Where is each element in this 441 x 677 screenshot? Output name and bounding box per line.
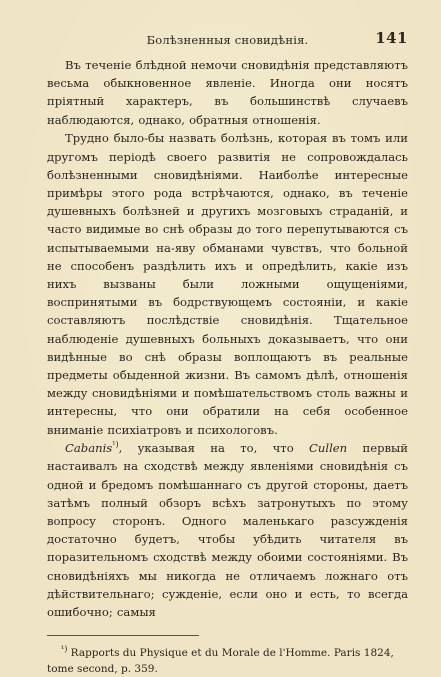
running-title: Болѣзненныя сновидѣнія. — [146, 33, 309, 47]
author-name-cullen: Cullen — [309, 441, 348, 456]
paragraph-2: Трудно было-бы назвать болѣзнь, которая въ томъ или другомъ періодѣ своего развитія не сопровождалась болѣзненными сновидѣніями. Наиболѣе интересные примѣры этого рода встрѣчаются, однако, въ теченіе душевныхъ болѣзней и другихъ мозговыхъ страданій, и часто видимые во снѣ образы до того перепутываются съ испытываемыми на-яву обманами чувствъ, что больной не способенъ раздѣлить ихъ и опредѣлить, какіе изъ нихъ вызваны были ложными ощущеніями, воспринятыми въ бодрствующемъ состояніи, и какіе составляютъ послѣдствіе сновидѣнія. Тщательное наблюденіе душевныхъ больныхъ доказываетъ, что они видѣнные во снѣ образы воплощаютъ въ реальные предметы обыденной жизни. Въ самомъ дѣлѣ, отношенія между сновидѣніями и помѣшательствомъ столь важны и интересны, что они обратили на себя особенное вниманіе психіатровъ и психологовъ. — [47, 131, 408, 437]
page-number: 141 — [375, 29, 408, 47]
footnote-text: Rapports du Physique et du Morale de l'Homme. Paris 1824, tome second, p. 359. — [47, 647, 394, 676]
page-header — [47, 30, 408, 50]
footnote — [47, 645, 408, 677]
footnote-mark: ¹) — [61, 644, 68, 654]
paragraph-3 — [47, 439, 408, 621]
paragraph-1: Въ теченіе блѣдной немочи сновидѣнія представляютъ весьма обыкновенное явленіе. Иногда они носятъ пріятный характеръ, въ большинствѣ случаевъ наблюдаются, однако, обратныя отношенія. — [47, 58, 408, 127]
body-text — [47, 56, 408, 621]
footnote-reference: ¹) — [112, 440, 119, 450]
footnote-divider — [47, 635, 199, 636]
paragraph-3-text-1: , указывая на то, что — [118, 441, 310, 456]
author-name-cabanis: Cabanis — [65, 441, 113, 456]
paragraph-3-text-2: первый настаивалъ на сходствѣ между явленіями сновидѣнія съ одной и бредомъ помѣшаннаго съ другой стороны, даетъ затѣмъ полный обзоръ всѣхъ затронутыхъ по этому вопросу сторонъ. Одного маленькаго разсужденія достаточно будетъ, чтобы убѣдить читателя въ поразительномъ сходствѣ между обоими состояніями. Въ сновидѣніяхъ мы никогда не отличаемъ ложнаго отъ дѣйствительнаго; сужденіе, если оно и есть, то всегда ошибочно; самыя — [47, 441, 408, 620]
